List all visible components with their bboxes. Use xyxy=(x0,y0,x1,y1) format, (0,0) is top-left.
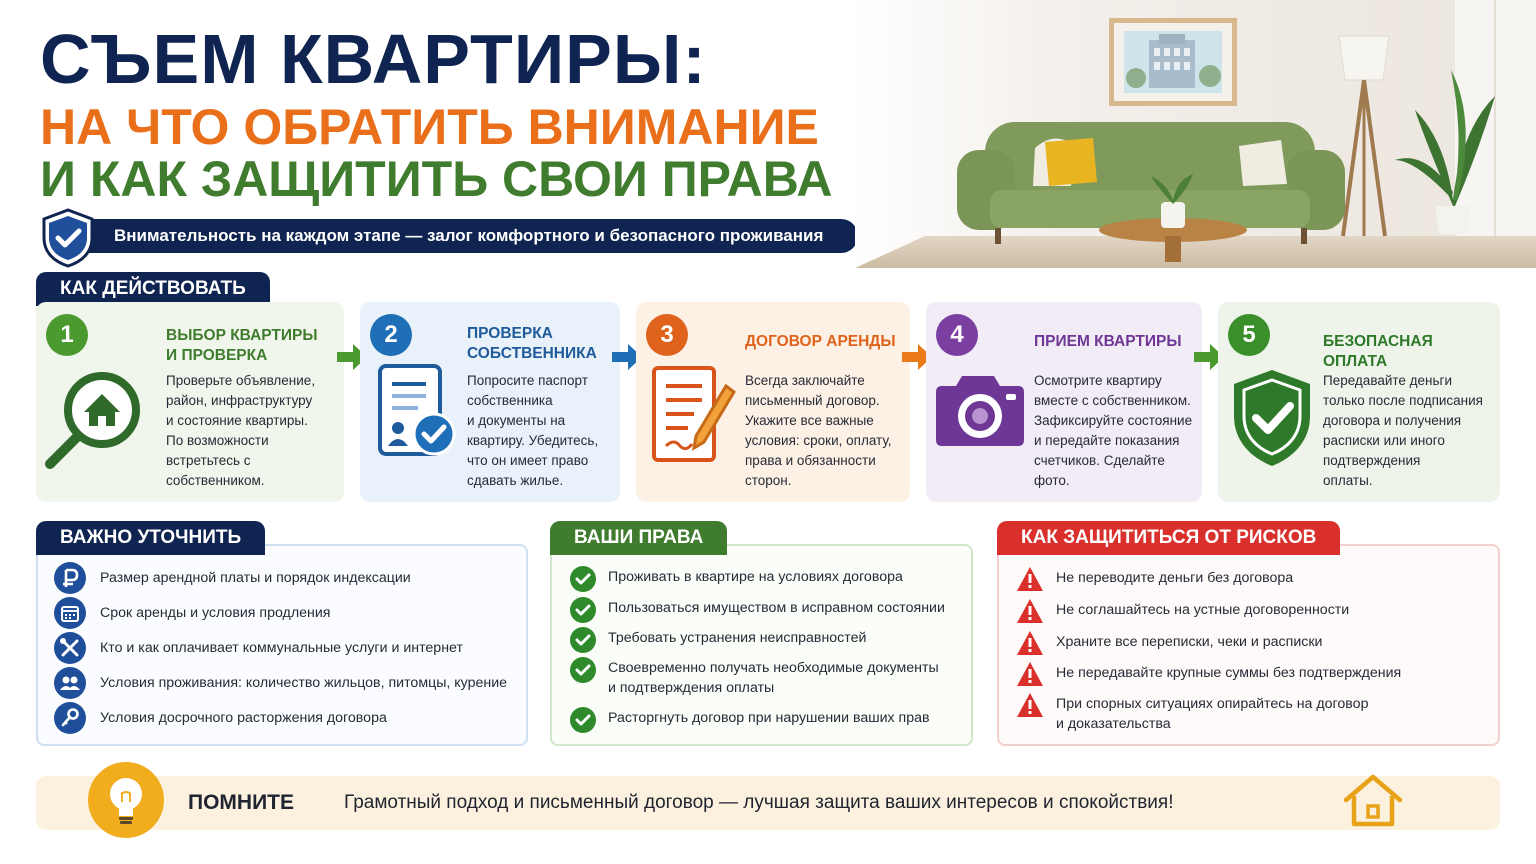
step-title-1: ВЫБОР КВАРТИРЫ И ПРОВЕРКА xyxy=(166,327,318,364)
list-item xyxy=(1016,661,1401,687)
list-item-text: Условия проживания: количество жильцов, питомцы, курение xyxy=(100,675,508,691)
shield-check-icon xyxy=(40,208,96,268)
camera-icon xyxy=(934,372,1026,448)
step-card-2 xyxy=(360,302,620,502)
tools-icon xyxy=(54,632,86,664)
step-text-1: Проверьте объявление, район, инфраструктуру и состояние квартиры. По возможности встретьтесь с собственником. xyxy=(166,373,316,488)
document-check-icon xyxy=(374,362,464,462)
magnifier-house-icon xyxy=(42,364,152,474)
step-text-2: Попросите паспорт собственника и документы на квартиру. Убедитесь, что он имеет право сдавать жилье. xyxy=(467,373,599,488)
step-text-4: Осмотрите квартиру вместе с собственником. Зафиксируйте состояние и передайте показания счетчиков. Сделайте фото. xyxy=(1034,373,1193,488)
step-text-5: Передавайте деньги только после подписания договора и получения расписки или иного подтверждения оплаты. xyxy=(1323,373,1483,488)
list-item xyxy=(570,597,945,623)
section-label-rights: ВАШИ ПРАВА xyxy=(550,521,727,555)
section-label-risks: КАК ЗАЩИТИТЬСЯ ОТ РИСКОВ xyxy=(997,521,1340,555)
list-item-text: Своевременно получать необходимые документы и подтверждения оплаты xyxy=(608,660,939,696)
checkmark-icon xyxy=(570,707,596,733)
step-title-4: ПРИЕМ КВАРТИРЫ xyxy=(1034,333,1182,350)
list-item xyxy=(1016,566,1293,592)
step-title-5: БЕЗОПАСНАЯ ОПЛАТА xyxy=(1323,333,1433,370)
step-number-5: 5 xyxy=(1228,314,1270,356)
list-item xyxy=(1016,598,1349,624)
step-number-1: 1 xyxy=(46,314,88,356)
step-title-2: ПРОВЕРКА СОБСТВЕННИКА xyxy=(467,325,597,362)
tagline-banner xyxy=(40,208,860,264)
warning-icon xyxy=(1016,598,1044,624)
step-title-3: ДОГОВОР АРЕНДЫ xyxy=(745,333,896,350)
step-card-3 xyxy=(636,302,910,502)
section-label-important: ВАЖНО УТОЧНИТЬ xyxy=(36,521,265,555)
checkmark-icon xyxy=(570,597,596,623)
list-item-text: Размер арендной платы и порядок индексации xyxy=(100,570,411,586)
list-item-text: Расторгнуть договор при нарушении ваших прав xyxy=(608,710,930,726)
list-item xyxy=(54,702,387,734)
house-icon xyxy=(1342,772,1404,830)
step-text-3: Всегда заключайте письменный договор. Укажите все важные условия: сроки, оплату, права и обязанности сторон. xyxy=(745,373,892,488)
list-item xyxy=(570,627,866,653)
ruble-icon xyxy=(54,562,86,594)
list-item xyxy=(1016,630,1322,656)
list-item-text: Срок аренды и условия продления xyxy=(100,605,331,621)
list-item-text: Требовать устранения неисправностей xyxy=(608,630,867,646)
step-number-2: 2 xyxy=(370,314,412,356)
list-item xyxy=(570,657,939,698)
reminder-text: Грамотный подход и письменный договор — лучшая защита ваших интересов и спокойствия! xyxy=(344,792,1174,813)
list-item xyxy=(570,566,903,592)
warning-icon xyxy=(1016,630,1044,656)
step-card-1 xyxy=(36,302,344,502)
people-icon xyxy=(54,667,86,699)
lightbulb-icon xyxy=(88,762,164,838)
list-item-text: Не переводите деньги без договора xyxy=(1056,570,1294,586)
list-item xyxy=(54,597,330,629)
checkmark-icon xyxy=(570,657,596,683)
warning-icon xyxy=(1016,566,1044,592)
list-item xyxy=(54,632,463,664)
section-label-how-to-act: КАК ДЕЙСТВОВАТЬ xyxy=(36,272,270,306)
step-card-5 xyxy=(1218,302,1500,502)
list-item-text: Условия досрочного расторжения договора xyxy=(100,710,387,726)
list-item-text: Проживать в квартире на условиях договора xyxy=(608,569,903,585)
checkmark-icon xyxy=(570,627,596,653)
calendar-icon xyxy=(54,597,86,629)
shield-check-icon xyxy=(1230,366,1314,470)
key-icon xyxy=(54,702,86,734)
contract-pen-icon xyxy=(648,362,738,466)
page-subtitle-orange: НА ЧТО ОБРАТИТЬ ВНИМАНИЕ xyxy=(40,99,819,155)
warning-icon xyxy=(1016,692,1044,718)
list-item xyxy=(54,562,411,594)
tagline-text: Внимательность на каждом этапе — залог комфортного и безопасного проживания xyxy=(88,219,858,253)
living-room-illustration xyxy=(855,0,1536,268)
list-item-text: Не передавайте крупные суммы без подтверждения xyxy=(1056,665,1402,681)
list-item xyxy=(570,707,930,733)
list-item xyxy=(1016,692,1368,734)
list-item-text: Пользоваться имуществом в исправном состоянии xyxy=(608,600,945,616)
list-item-text: Храните все переписки, чеки и расписки xyxy=(1056,634,1323,650)
warning-icon xyxy=(1016,661,1044,687)
list-item-text: Кто и как оплачивает коммунальные услуги и интернет xyxy=(100,640,463,656)
reminder-banner xyxy=(36,776,1500,830)
reminder-label: ПОМНИТЕ xyxy=(188,791,295,814)
step-number-3: 3 xyxy=(646,314,688,356)
list-item-text: Не соглашайтесь на устные договоренности xyxy=(1056,602,1350,618)
list-item-text: При спорных ситуациях опирайтесь на договор и доказательства xyxy=(1056,696,1369,732)
step-number-4: 4 xyxy=(936,314,978,356)
step-card-4 xyxy=(926,302,1202,502)
page-subtitle-green: И КАК ЗАЩИТИТЬ СВОИ ПРАВА xyxy=(40,151,833,207)
checkmark-icon xyxy=(570,566,596,592)
list-item xyxy=(54,667,507,699)
page-title: СЪЕМ КВАРТИРЫ: xyxy=(40,20,707,98)
